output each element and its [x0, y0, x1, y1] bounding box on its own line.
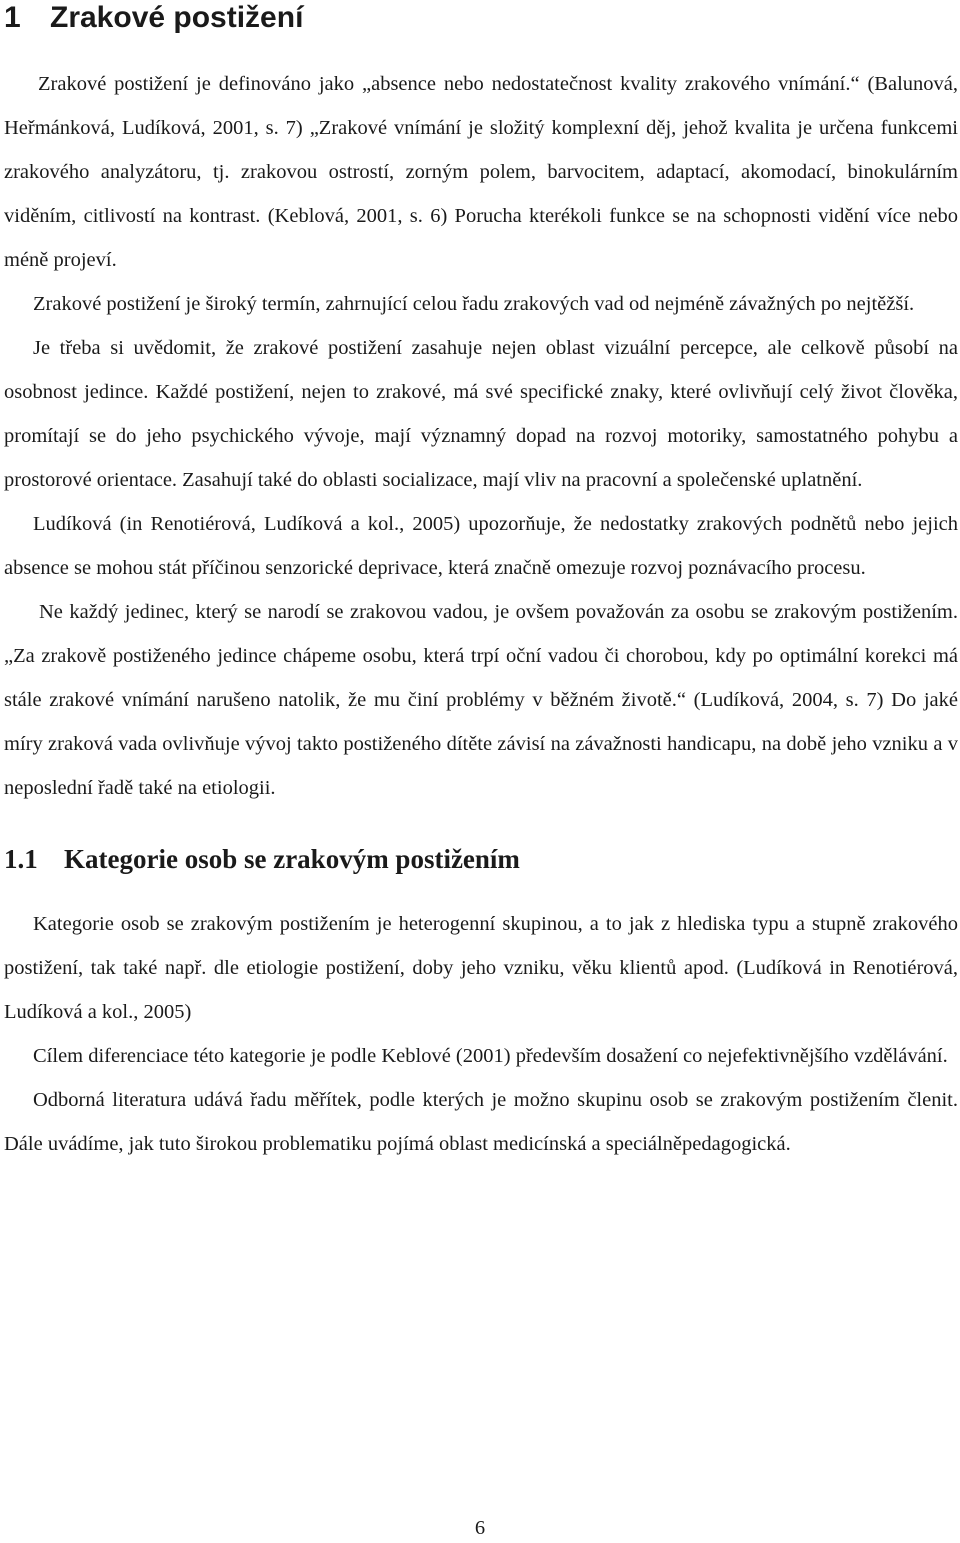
paragraph: Ludíková (in Renotiérová, Ludíková a kol., 2005) upozorňuje, že nedostatky zrakových podnětů nebo jejich absence se mohou stát příčinou senzorické deprivace, která značně omezuje rozvoj poznávacího procesu.	[4, 513, 958, 579]
subsection-title: Kategorie osob se zrakovým postižením	[64, 844, 520, 874]
paragraph: Cílem diferenciace této kategorie je podle Keblové (2001) především dosažení co nejefektivnějšího vzdělávání.	[33, 1045, 948, 1067]
paragraph: Kategorie osob se zrakovým postižením je heterogenní skupinou, a to jak z hlediska typu a stupně zrakového postižení, tak také např. dle etiologie postižení, doby jeho vzniku, věku klientů apod. (Ludíková in Renotiérová, Ludíková a kol., 2005)	[4, 913, 958, 1023]
paragraph: Ne každý jedinec, který se narodí se zrakovou vadou, je ovšem považován za osobu se zrakovým postižením. „Za zrakově postiženého jedince chápeme osobu, která trpí oční vadou či chorobou, kdy po optimální korekci má stále zrakové vnímání narušeno natolik, že mu činí problémy v běžném životě.“ (Ludíková, 2004, s. 7) Do jaké míry zraková vada ovlivňuje vývoj takto postiženého dítěte závisí na závažnosti handicapu, na době jeho vzniku a v neposlední řadě také na etiologii.	[4, 601, 958, 799]
paragraph: Zrakové postižení je definováno jako „absence nebo nedostatečnost kvality zrakového vnímání.“ (Balunová, Heřmánková, Ludíková, 2001, s. 7) „Zrakové vnímání je složitý komplexní děj, jehož kvalita je určena funkcemi zrakového analyzátoru, tj. zrakovou ostrostí, zorným polem, barvocitem, adaptací, akomodací, binokulárním viděním, citlivostí na kontrast. (Keblová, 2001, s. 6) Porucha kterékoli funkce se na schopnosti vidění více nebo méně projeví.	[4, 73, 958, 271]
paragraph: Je třeba si uvědomit, že zrakové postižení zasahuje nejen oblast vizuální percepce, ale celkově působí na osobnost jedince. Každé postižení, nejen to zrakové, má své specifické znaky, které ovlivňují celý život člověka, promítají se do jeho psychického vývoje, mají významný dopad na rozvoj motoriky, samostatného pohybu a prostorové orientace. Zasahují také do oblasti socializace, mají vliv na pracovní a společenské uplatnění.	[4, 337, 958, 491]
page-number: 6	[474, 1517, 486, 1539]
section-number: 1	[4, 1, 21, 34]
section-heading	[4, 0, 958, 40]
subsection-number: 1.1	[4, 844, 38, 874]
paragraph: Zrakové postižení je široký termín, zahrnující celou řadu zrakových vad od nejméně závažných po nejtěžší.	[33, 293, 915, 315]
paragraph: Odborná literatura udává řadu měřítek, podle kterých je možno skupinu osob se zrakovým postižením členit. Dále uvádíme, jak tuto širokou problematiku pojímá oblast medicínská a speciálněpedagogická.	[4, 1089, 958, 1155]
subsection-heading	[4, 842, 958, 876]
section-title: Zrakové postižení	[50, 1, 304, 34]
